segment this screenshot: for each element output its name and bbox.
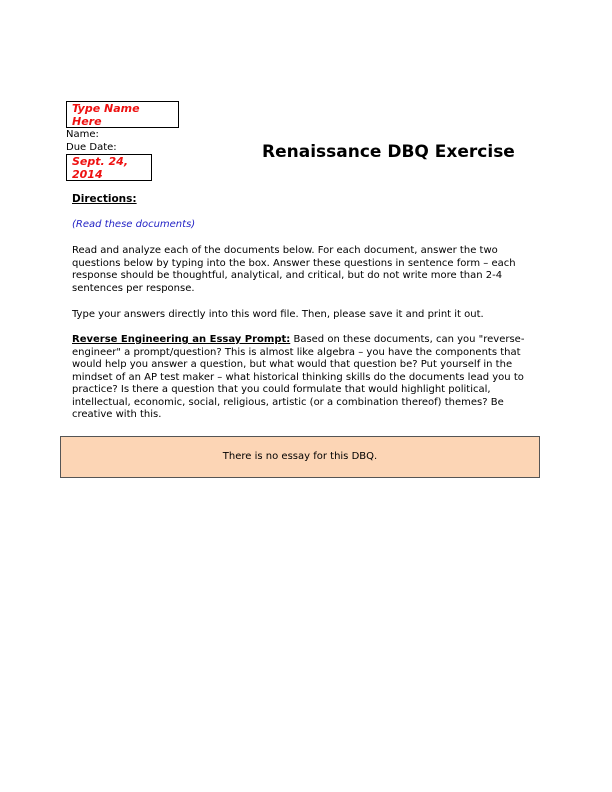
reverse-engineering-label: Reverse Engineering an Essay Prompt: bbox=[72, 334, 291, 345]
reverse-engineering-paragraph bbox=[72, 334, 542, 422]
name-label: Name: bbox=[66, 129, 99, 140]
directions-heading: Directions: bbox=[72, 193, 137, 205]
due-date-label: Due Date: bbox=[66, 142, 117, 153]
essay-box-text: There is no essay for this DBQ. bbox=[222, 451, 378, 462]
reverse-engineering-text: Based on these documents, can you "reverse-engineer" a prompt/question? This is almost like algebra – you have the components that would help you answer a question, but what would that question be? Put yourself in the mindset of an AP test maker – what historical thinking skills do the documents lead you to practice? Is there a question that you could formulate that would highlight political, intellectual, economic, social, religious, artistic (or a combination thereof) themes? Be creative with this. bbox=[72, 334, 525, 420]
name-input-value[interactable]: Type Name Here bbox=[72, 102, 140, 128]
essay-box[interactable] bbox=[60, 436, 540, 478]
instructions-paragraph: Read and analyze each of the documents below. For each document, answer the two questions below by typing into the box. Answer these questions in sentence form – each response should be thoughtful, analytical, and critical, but do not write more than 2-4 sentences per response. bbox=[72, 245, 516, 294]
read-documents-note: (Read these documents) bbox=[72, 219, 196, 230]
due-date-input-value[interactable]: Sept. 24, 2014 bbox=[72, 155, 129, 181]
typing-instructions-paragraph: Type your answers directly into this word file. Then, please save it and print it out. bbox=[72, 309, 484, 320]
page-title: Renaissance DBQ Exercise bbox=[262, 142, 515, 162]
